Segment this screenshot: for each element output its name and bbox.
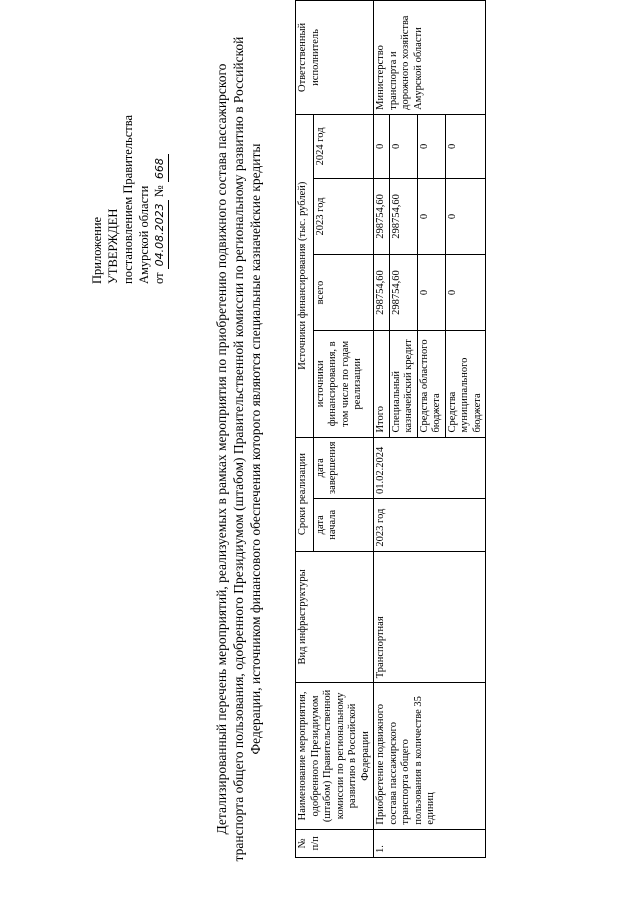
- header-row-1: [296, 1, 314, 858]
- number-label: №: [152, 185, 166, 198]
- source-name: Специальный казначейский кредит: [389, 331, 417, 437]
- row-num: 1.: [374, 829, 486, 857]
- row-start: 2023 год: [374, 498, 486, 551]
- header-name: Наименование мероприятия, одобренного Президиумом (штабом) Правительственной комиссии по региональному развитию в Российской Федерации: [296, 683, 374, 829]
- header-infra: Вид инфраструктуры: [296, 551, 374, 683]
- header-end: дата завершения: [313, 437, 373, 498]
- document-title: Детализированный перечень мероприятий, реализуемых в рамках мероприятия по приобретению подвижного состава пассажирского транспорта общего пользования, одобренного Президиумом (штабом) Правительственной комиссии по региональному развитию в Российской Федерации, источником финансового обеспечения которого являются специальные казначейские кредиты: [214, 36, 263, 862]
- appendix-label: Приложение: [90, 216, 104, 284]
- row-end: 01.02.2024: [374, 437, 486, 498]
- date-line: [152, 64, 169, 284]
- source-total: 298754,60: [374, 255, 390, 331]
- source-2023: 298754,60: [374, 178, 390, 254]
- decree-date: 04.08.2023: [152, 200, 169, 269]
- header-total: всего: [313, 255, 373, 331]
- source-name: Средства областного бюджета: [417, 331, 445, 437]
- source-2024: 0: [417, 114, 445, 178]
- source-total: 298754,60: [389, 255, 417, 331]
- header-sources: источники финансирования, в том числе по годам реализации: [313, 331, 373, 437]
- table-row: [374, 1, 390, 858]
- source-2023: 0: [445, 178, 486, 254]
- header-num: № п/п: [296, 829, 374, 857]
- header-start: дата начала: [313, 498, 373, 551]
- source-2024: 0: [445, 114, 486, 178]
- source-2023: 298754,60: [389, 178, 417, 254]
- source-total: 0: [445, 255, 486, 331]
- activities-table: [295, 0, 486, 858]
- approval-block: [90, 64, 169, 284]
- decree-number: 668: [152, 154, 169, 182]
- header-2024: 2024 год: [313, 114, 373, 178]
- source-2024: 0: [374, 114, 390, 178]
- header-executor: Ответственный исполнитель: [296, 1, 374, 115]
- region-label: Амурской области: [136, 185, 151, 284]
- approved-label: УТВЕРЖДЕН: [105, 208, 120, 284]
- source-name: Средства муниципального бюджета: [445, 331, 486, 437]
- row-infra: Транспортная: [374, 551, 486, 683]
- source-2024: 0: [389, 114, 417, 178]
- row-name: Приобретение подвижного состава пассажирского транспорта общего пользования в количестве 35 единиц: [374, 683, 486, 829]
- from-label: от: [152, 272, 166, 284]
- source-total: 0: [417, 255, 445, 331]
- header-funding: Источники финансирования (тыс. рублей): [296, 114, 314, 437]
- header-timing: Сроки реализации: [296, 437, 314, 551]
- source-2023: 0: [417, 178, 445, 254]
- decree-label: постановлением Правительства: [121, 114, 135, 284]
- source-name: Итого: [374, 331, 390, 437]
- header-2023: 2023 год: [313, 178, 373, 254]
- row-executor: Министерство транспорта и дорожного хозяйства Амурской области: [374, 1, 486, 115]
